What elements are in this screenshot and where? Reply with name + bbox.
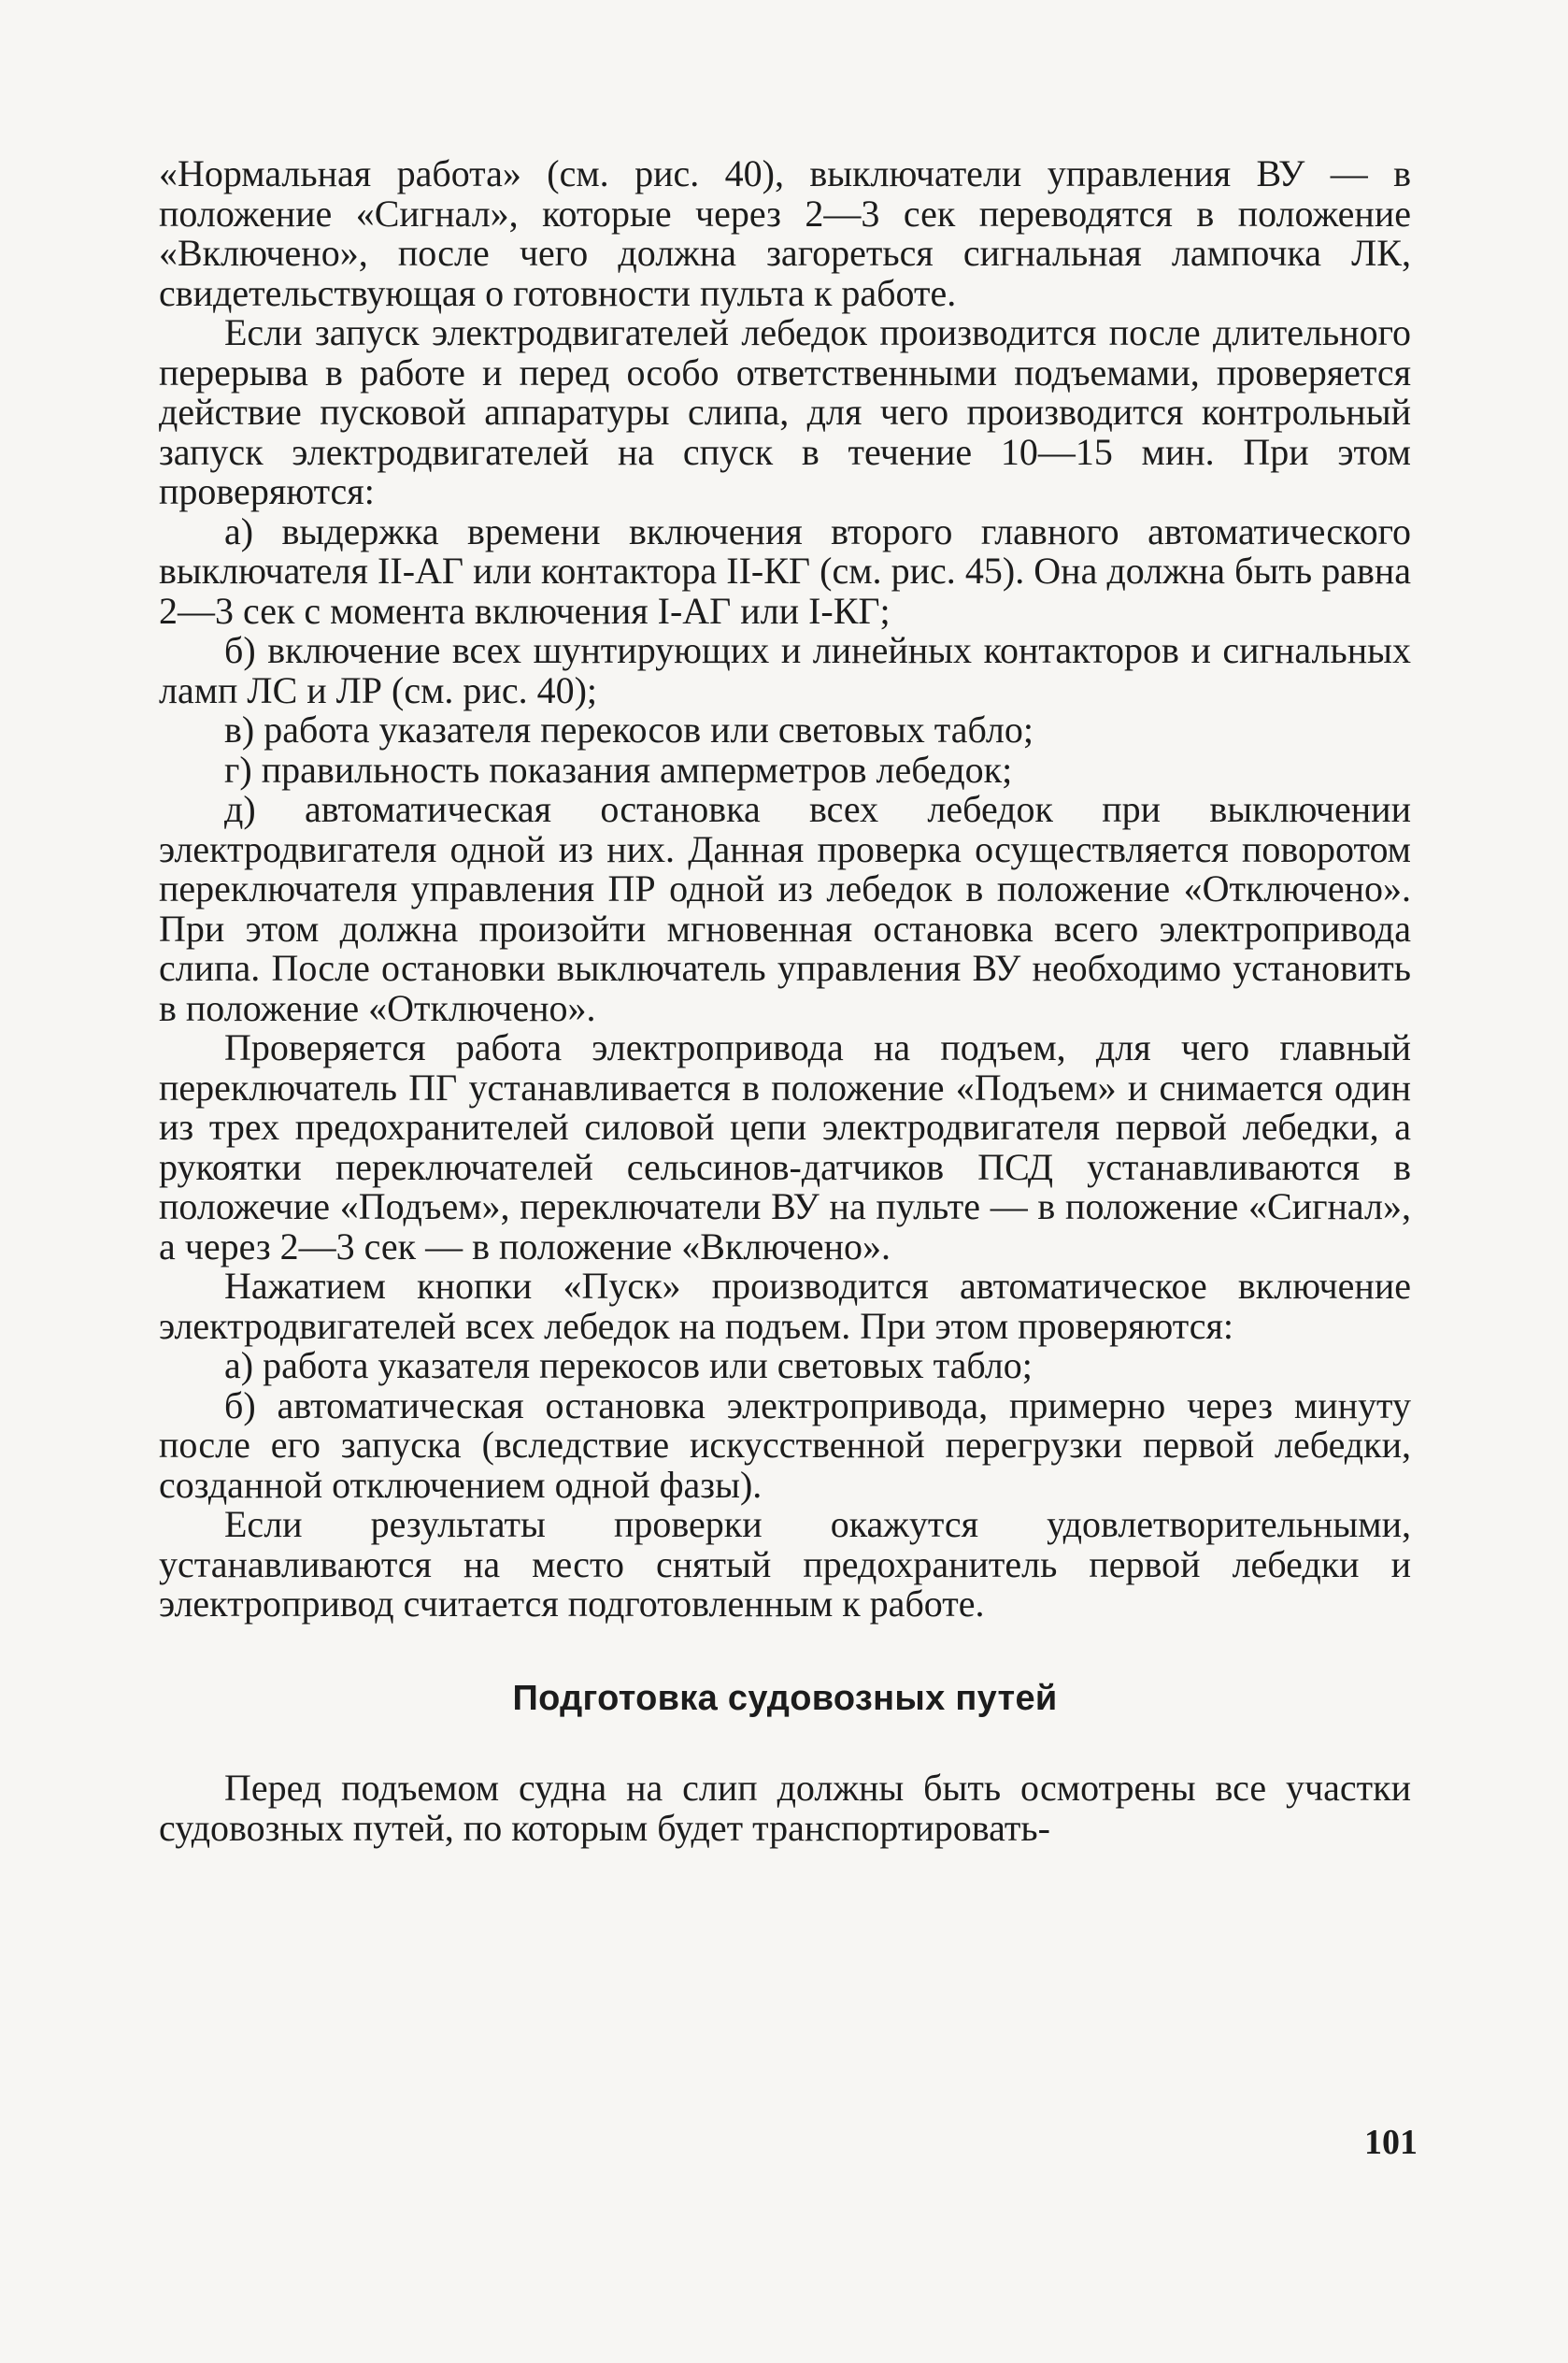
paragraph: Перед подъемом судна на слип должны быть осмотрены все участки судовозных путей, по которым будет транспортировать- — [159, 1767, 1411, 1849]
paragraph: Нажатием кнопки «Пуск» производится автоматическое включение электродвигателей всех лебедок на подъем. При этом проверяются: — [159, 1265, 1411, 1347]
list-item-e: д) автоматическая остановка всех лебедок при выключении электродвигателя одной из них. Данная проверка осуществляется поворотом переключателя управления ПР одной из лебедок в положение «Отключено». При этом должна произойти мгновенная остановка всего электропривода слипа. После остановки выключатель управления ВУ необходимо установить в положение «Отключено». — [159, 788, 1411, 1029]
section-heading: Подготовка судовозных путей — [512, 1678, 1058, 1718]
paragraph: Если запуск электродвигателей лебедок производится после длительного перерыва в работе и перед особо ответственными подъемами, проверяется действие пусковой аппаратуры слипа, для чего производится контрольный запуск электродвигателей на спуск в течение 10—15 мин. При этом проверяются: — [159, 311, 1411, 512]
page-number: 101 — [1364, 2123, 1418, 2162]
list-item-b: б) включение всех шунтирующих и линейных контакторов и сигнальных ламп ЛС и ЛР (см. рис. 40); — [159, 629, 1411, 711]
list-item-b: б) автоматическая остановка электропривода, примерно через минуту после его запуска (вследствие искусственной перегрузки первой лебедки, созданной отключением одной фазы). — [159, 1383, 1411, 1506]
list-item-a: а) выдержка времени включения второго главного автоматического выключателя II-АГ или контактора II-КГ (см. рис. 45). Она должна быть равна 2—3 сек с момента включения I-АГ или I-КГ; — [159, 509, 1411, 632]
paragraph: Проверяется работа электропривода на подъем, для чего главный переключатель ПГ устанавливается в положение «Подъем» и снимается один из трех предохранителей силовой цепи электродвигателя первой лебедки, а рукоятки переключателей сельсинов-датчиков ПСД устанавливаются в положечие «Подъем», переключатели ВУ на пульте — в положение «Сигнал», а через 2—3 сек — в положение «Включено». — [159, 1026, 1411, 1267]
list-item-a: а) работа указателя перекосов или световых табло; — [224, 1344, 1033, 1386]
page-body — [159, 154, 1411, 1848]
list-item-c: в) работа указателя перекосов или световых табло; — [224, 709, 1033, 751]
list-item-d: г) правильность показания амперметров лебедок; — [224, 748, 1013, 791]
paragraph-continued: «Нормальная работа» (см. рис. 40), выключатели управления ВУ — в положение «Сигнал», которые через 2—3 сек переводятся в положение «Включено», после чего должна загореться сигнальная лампочка ЛК, свидетельствующая о готовности пульта к работе. — [159, 152, 1411, 314]
paragraph: Если результаты проверки окажутся удовлетворительными, устанавливаются на место снятый предохранитель первой лебедки и электропривод считается подготовленным к работе. — [159, 1503, 1411, 1625]
